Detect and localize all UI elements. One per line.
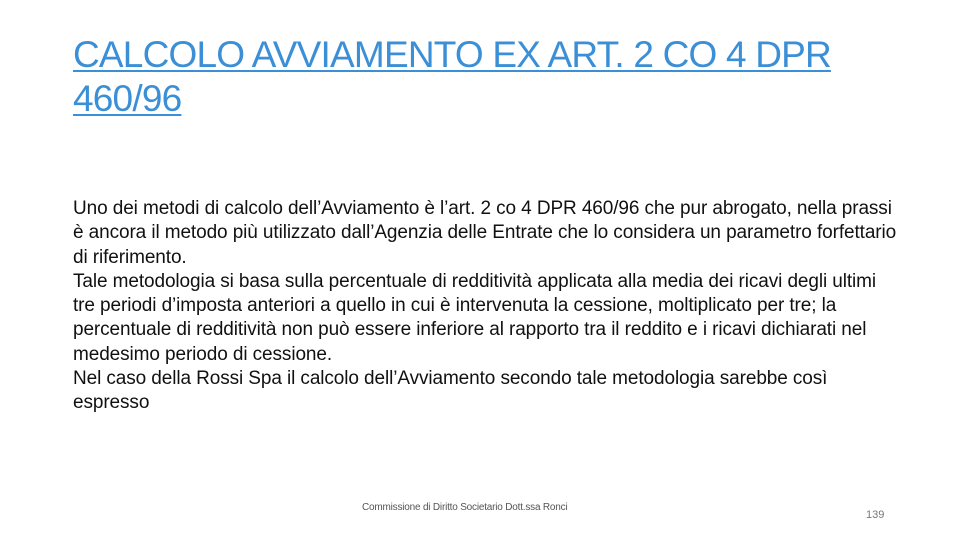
slide-body bbox=[73, 197, 903, 416]
slide-footer: Commissione di Diritto Societario Dott.ssa Ronci bbox=[362, 502, 568, 513]
body-paragraph-3: Nel caso della Rossi Spa il calcolo dell’Avviamento secondo tale metodologia sarebbe così espresso bbox=[73, 368, 828, 414]
slide-title bbox=[73, 33, 893, 121]
body-paragraph-1: Uno dei metodi di calcolo dell’Avviamento è l’art. 2 co 4 DPR 460/96 che pur abrogato, nella prassi è ancora il metodo più utilizzato dall’Agenzia delle Entrate che lo considera un parametro forfettario di riferimento. bbox=[73, 198, 897, 268]
slide-title-line-1: CALCOLO AVVIAMENTO EX ART. 2 CO 4 DPR bbox=[73, 34, 831, 75]
page-number: 139 bbox=[866, 509, 885, 521]
slide-title-line-2: 460/96 bbox=[73, 78, 182, 119]
body-paragraph-2: Tale metodologia si basa sulla percentuale di redditività applicata alla media dei ricavi degli ultimi tre periodi d’imposta anteriori a quello in cui è intervenuta la cessione, moltiplicato per tre; la percentuale di redditività non può essere inferiore al rapporto tra il reddito e i ricavi dichiarati nel medesimo periodo di cessione. bbox=[73, 270, 877, 365]
